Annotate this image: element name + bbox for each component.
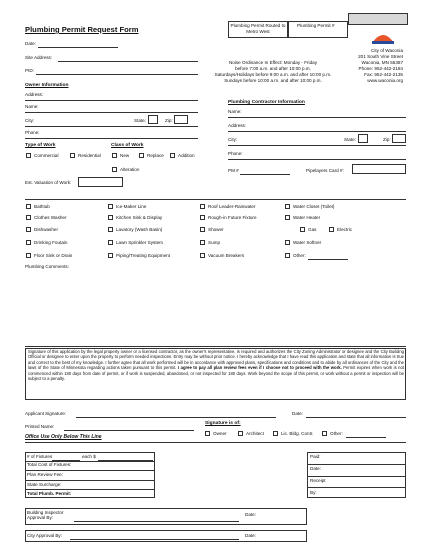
logo-water-band	[372, 41, 394, 44]
sig-other-field[interactable]	[346, 437, 386, 438]
lavatory-label: Lavatory (Wash Basin)	[116, 227, 163, 232]
ice-maker-label: Ice-Maker Line	[116, 204, 147, 209]
other-fixture-checkbox[interactable]	[285, 253, 290, 258]
valuation-box[interactable]	[78, 177, 123, 187]
owner-name-field[interactable]	[25, 112, 198, 113]
payment-box	[307, 452, 406, 498]
city-street: 201 South Vine Street	[358, 54, 403, 59]
contractor-address-label: Address:	[228, 123, 247, 128]
water-heater-label: Water Heater	[293, 215, 321, 220]
lawn-sprinkler-label: Lawn Sprinkler System	[116, 240, 163, 245]
routed-label	[228, 23, 288, 34]
site-address-label: Site Address:	[25, 55, 53, 60]
contractor-phone-field[interactable]	[228, 159, 406, 160]
permit-number-label: Plumbing Permit #	[297, 23, 335, 28]
bathtub-label: Bathtub	[34, 204, 50, 209]
water-closet-label: Water Closet (Toilet)	[293, 204, 335, 209]
applicant-signature-label: Applicant Signature:	[25, 411, 67, 416]
pipelayers-box[interactable]	[352, 164, 406, 174]
water-closet-checkbox[interactable]	[285, 204, 290, 209]
alteration-checkbox[interactable]	[112, 167, 117, 172]
city-web[interactable]: www.waconia.org	[367, 78, 403, 83]
rough-in-label: Rough-in Future Fixture	[208, 215, 257, 220]
fixtures-top-rule	[25, 199, 406, 200]
roof-leader-checkbox[interactable]	[200, 204, 205, 209]
sump-checkbox[interactable]	[200, 240, 205, 245]
pid-field[interactable]	[36, 74, 198, 75]
printed-name-field[interactable]	[64, 430, 194, 431]
receipt-label: Receipt	[310, 478, 326, 483]
noise-line-2: before 7:00 a.m. and after 10:00 p.m.	[235, 66, 311, 71]
noise-line-1: Noise Ordinance In Effect: Monday - Friday	[228, 60, 317, 65]
sig-lic-label: Lic. Bldg. Contr.	[281, 431, 314, 436]
each-dollar-label: each $	[82, 454, 96, 459]
owner-address-label: Address:	[25, 92, 44, 97]
city-approval-label: City Approval By:	[27, 533, 62, 538]
routed-label-text: Plumbing Permit Routed to Metro West	[230, 23, 286, 34]
owner-zip-label: Zip:	[165, 118, 173, 123]
state-surcharge-label: State Surcharge:	[27, 482, 62, 487]
terms-text-a: Signature of this application by the legal property owner or a licensed contractor, as the owner's representative, is required and authorizes the City Zoning Administrator or designee and the City Building Official or designee to enter upon the property to perform needed inspections. Entry may be without prior notice. I hereby acknowledge that I have read this application and state that all information is true and correct to the best of my knowledge. I further agree that all work performed will be in accordance with approved plans, specifications and conditions and to abide by all ordinances of the City and the laws of the State of Minnesota regarding actions taken pursuant to this permit.	[28, 349, 404, 371]
city-date-label: Date:	[245, 533, 256, 538]
date-field[interactable]	[38, 47, 118, 48]
valuation-label: Est. Valuation of Work:	[25, 180, 72, 185]
pid-label: PID:	[25, 68, 34, 73]
signature-terms-paragraph	[28, 349, 404, 381]
gas-label: Gas	[308, 227, 317, 232]
replace-label: Replace	[147, 153, 164, 158]
office-use-heading: Office Use Only Below This Line	[25, 434, 102, 440]
electric-checkbox[interactable]	[329, 227, 334, 232]
addition-checkbox[interactable]	[170, 153, 175, 158]
shower-label: Shower	[208, 227, 224, 232]
terms-text-bold: I agree to pay all plan review fees even if I choose not to proceed with the work.	[177, 365, 342, 371]
water-softener-checkbox[interactable]	[285, 240, 290, 245]
signature-date-field[interactable]	[306, 417, 406, 418]
kitchen-sink-label: Kitchen Sink & Display	[116, 215, 163, 220]
water-heater-checkbox[interactable]	[285, 215, 290, 220]
sump-label: Sump	[208, 240, 221, 245]
city-approval-field[interactable]	[70, 539, 239, 540]
num-fixtures-label: # of Fixtures	[27, 454, 53, 459]
paid-date-label: Date:	[310, 466, 321, 471]
vacuum-breakers-label: Vacuum Breakers	[208, 253, 245, 258]
owner-city-field[interactable]	[25, 126, 198, 127]
electric-label: Electric	[337, 227, 353, 232]
pm-label: PM #	[228, 168, 239, 173]
total-cost-label: Total Cost of Fixtures:	[27, 462, 72, 467]
pay-row-1	[307, 464, 406, 465]
floor-sink-label: Floor Sink or Drain	[34, 253, 73, 258]
owner-zip-box[interactable]	[174, 115, 188, 124]
city-name: City of Waconia	[371, 48, 403, 53]
owner-section-heading: Owner Information	[25, 83, 69, 88]
owner-name-label: Name:	[25, 104, 39, 109]
contractor-name-field[interactable]	[228, 117, 406, 118]
clothes-washer-label: Clothes Washer	[34, 215, 67, 220]
plumbing-comments-label: Plumbing Comments:	[25, 264, 69, 269]
replace-checkbox[interactable]	[139, 153, 144, 158]
owner-state-box[interactable]	[148, 115, 158, 124]
bi-approval-text: Building Inspector Approval By:	[27, 510, 64, 521]
noise-line-3: Saturdays/Holidays before 9:00 a.m. and after 10:00 p.m.	[214, 72, 332, 77]
alteration-label: Alteration	[120, 167, 140, 172]
total-permit-label: Total Plumb. Permit:	[27, 491, 72, 496]
lawn-sprinkler-checkbox[interactable]	[108, 240, 113, 245]
office-gray-box	[348, 13, 408, 25]
city-citystate: Waconia, MN 55387	[361, 60, 403, 65]
lavatory-checkbox[interactable]	[108, 227, 113, 232]
owner-phone-label: Phone:	[25, 130, 40, 135]
class-of-work-heading: Class of Work	[111, 143, 144, 148]
contractor-name-label: Name:	[228, 109, 242, 114]
printed-name-label: Printed Name:	[25, 424, 55, 429]
kitchen-sink-checkbox[interactable]	[108, 215, 113, 220]
owner-address-field[interactable]	[25, 100, 198, 101]
bathtub-checkbox[interactable]	[26, 204, 31, 209]
comments-field-bottom[interactable]	[25, 346, 406, 347]
city-fax: Fax: 952-442-2135	[364, 72, 403, 77]
by-label: By:	[310, 490, 317, 495]
fees-row-4	[25, 489, 155, 490]
sig-lic-checkbox[interactable]	[273, 431, 278, 436]
other-fixture-label: Other:	[293, 253, 306, 258]
signature-date-label: Date:	[292, 411, 303, 416]
new-checkbox[interactable]	[112, 153, 117, 158]
sig-owner-checkbox[interactable]	[205, 431, 210, 436]
commercial-label: Commercial	[34, 153, 59, 158]
piping-label: Piping/Treating Equipment	[116, 253, 170, 258]
water-softener-label: Water Softner	[293, 240, 322, 245]
bi-approval-field[interactable]	[74, 521, 239, 522]
owner-state-label: State:	[134, 118, 147, 123]
commercial-checkbox[interactable]	[26, 153, 31, 158]
signature-is-of-label: Signature is of:	[205, 421, 241, 426]
residential-label: Residential	[78, 153, 101, 158]
drinking-fountain-label: Drinking Foutain	[34, 240, 68, 245]
gas-checkbox[interactable]	[300, 227, 305, 232]
pay-row-2	[307, 476, 406, 477]
type-of-work-heading: Type of Work	[25, 143, 56, 148]
bi-approval-label	[27, 510, 72, 521]
dishwasher-checkbox[interactable]	[26, 227, 31, 232]
sig-other-label: Other:	[330, 431, 343, 436]
shower-checkbox[interactable]	[200, 227, 205, 232]
pipelayers-label: Pipelayers Card #:	[306, 168, 344, 173]
new-label: New	[120, 153, 130, 158]
piping-checkbox[interactable]	[108, 253, 113, 258]
residential-checkbox[interactable]	[70, 153, 75, 158]
roof-leader-label: Roof Leader-Rainwater	[208, 204, 256, 209]
dishwasher-label: Dishwasher	[34, 227, 58, 232]
contractor-phone-label: Phone:	[228, 151, 243, 156]
plan-review-label: Plan Review Fee:	[27, 472, 64, 477]
clothes-washer-checkbox[interactable]	[26, 215, 31, 220]
contractor-section-heading: Plumbing Contractor Information	[228, 100, 305, 105]
contractor-city-field[interactable]	[228, 145, 406, 146]
site-address-field[interactable]	[58, 61, 198, 62]
vacuum-breakers-checkbox[interactable]	[200, 253, 205, 258]
contractor-zip-box[interactable]	[392, 134, 406, 143]
contractor-address-field[interactable]	[228, 131, 406, 132]
date-label: Date:	[25, 41, 36, 46]
owner-phone-field[interactable]	[25, 138, 198, 139]
terms-text-b: Permit expires when work is not commenced within 180 days from date of permit, or if work is suspended, abandoned, or not inspected for 180 days. Work beyond the scope of this permit, or work without a permit or inspection will be subject to a penalty.	[28, 365, 404, 382]
noise-line-4: Sundays before 10:00 a.m. and after 10:00 p.m.	[224, 78, 322, 83]
contractor-zip-label: Zip:	[383, 137, 391, 142]
sig-other-checkbox[interactable]	[322, 431, 327, 436]
city-phone: Phone: 952-442-2184	[358, 66, 403, 71]
floor-sink-checkbox[interactable]	[26, 253, 31, 258]
rough-in-checkbox[interactable]	[200, 215, 205, 220]
city-logo	[370, 29, 396, 47]
other-fixture-field[interactable]	[308, 259, 348, 260]
owner-city-label: City:	[25, 118, 35, 123]
pm-field[interactable]	[240, 174, 290, 175]
pay-row-3	[307, 487, 406, 488]
paid-label: Paid:	[310, 454, 321, 459]
fees-row-2	[25, 470, 155, 471]
sig-owner-label: Owner	[213, 431, 227, 436]
addition-label: Addition	[178, 153, 195, 158]
contractor-city-label: City:	[228, 137, 238, 142]
office-use-rule	[25, 442, 406, 443]
sig-architect-label: Architect	[246, 431, 264, 436]
bi-date-label: Date:	[245, 512, 256, 517]
sig-architect-checkbox[interactable]	[238, 431, 243, 436]
ice-maker-checkbox[interactable]	[108, 204, 113, 209]
fees-row-3	[25, 480, 155, 481]
form-title: Plumbing Permit Request Form	[25, 25, 139, 34]
contractor-state-label: State:	[344, 137, 357, 142]
city-approval-box	[25, 530, 307, 542]
applicant-signature-field[interactable]	[76, 417, 276, 418]
drinking-fountain-checkbox[interactable]	[26, 240, 31, 245]
contractor-state-box[interactable]	[358, 134, 368, 143]
